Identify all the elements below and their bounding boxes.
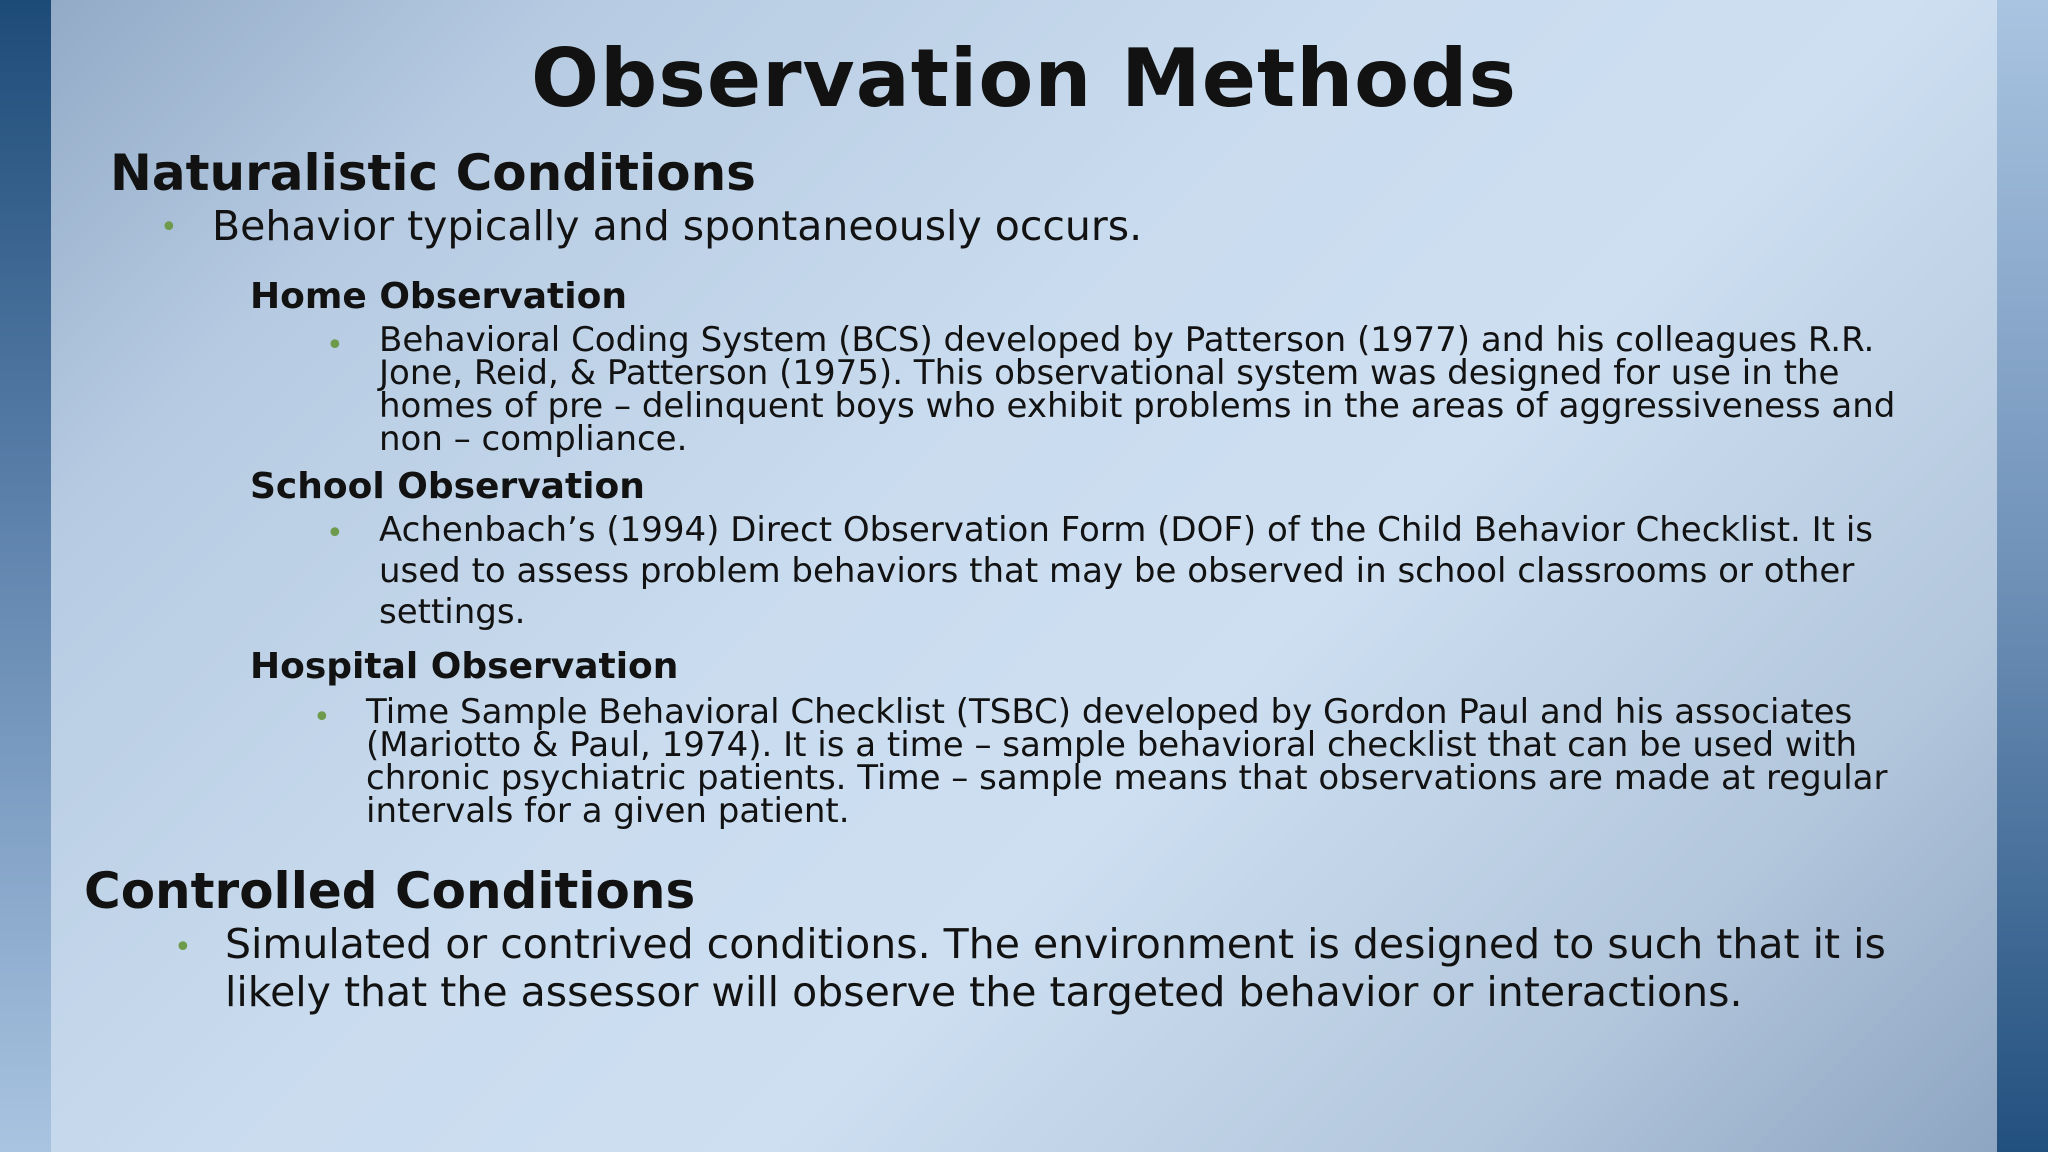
home-observation-heading: Home Observation: [250, 276, 627, 317]
hospital-line-2: (Mariotto & Paul, 1974). It is a time – sample behavioral checklist that can be used with: [366, 725, 1858, 765]
hospital-line-1: Time Sample Behavioral Checklist (TSBC) developed by Gordon Paul and his associates: [366, 692, 1853, 732]
home-line-4: non – compliance.: [379, 419, 688, 459]
naturalistic-heading: Naturalistic Conditions: [110, 144, 756, 202]
hospital-line-4: intervals for a given patient.: [366, 791, 850, 831]
slide-title: Observation Methods: [530, 32, 1518, 125]
controlled-text: [225, 920, 1886, 1016]
hospital-line-3: chronic psychiatric patients. Time – sample means that observations are made at regular: [366, 758, 1888, 798]
naturalistic-bullet-text: Behavior typically and spontaneously occurs.: [212, 202, 1143, 250]
hospital-observation-text: [366, 692, 1946, 831]
right-accent-bar: [1997, 0, 2048, 1152]
bullet-icon: •: [174, 930, 192, 965]
controlled-line-1: Simulated or contrived conditions. The environment is designed to such that it is: [225, 920, 1886, 968]
left-accent-bar: [0, 0, 51, 1152]
home-observation-text: [379, 320, 1939, 459]
home-line-2: Jone, Reid, & Patterson (1975). This observational system was designed for use in the: [379, 353, 1840, 393]
school-line-1: Achenbach’s (1994) Direct Observation Form (DOF) of the Child Behavior Checklist. It is: [379, 510, 1873, 550]
home-line-1: Behavioral Coding System (BCS) developed by Patterson (1977) and his colleagues R.R.: [379, 320, 1875, 360]
bullet-icon: •: [326, 328, 344, 363]
school-observation-heading: School Observation: [250, 466, 645, 507]
home-line-3: homes of pre – delinquent boys who exhibit problems in the areas of aggressiveness and: [379, 386, 1896, 426]
school-line-3: settings.: [379, 592, 526, 632]
bullet-icon: •: [326, 516, 344, 551]
bullet-icon: •: [160, 210, 178, 245]
hospital-observation-heading: Hospital Observation: [250, 646, 679, 687]
controlled-heading: Controlled Conditions: [84, 862, 696, 920]
school-line-2: used to assess problem behaviors that may be observed in school classrooms or other: [379, 551, 1855, 591]
bullet-icon: •: [313, 700, 331, 735]
controlled-line-2: likely that the assessor will observe the targeted behavior or interactions.: [225, 968, 1743, 1016]
school-observation-text: [379, 510, 1939, 633]
